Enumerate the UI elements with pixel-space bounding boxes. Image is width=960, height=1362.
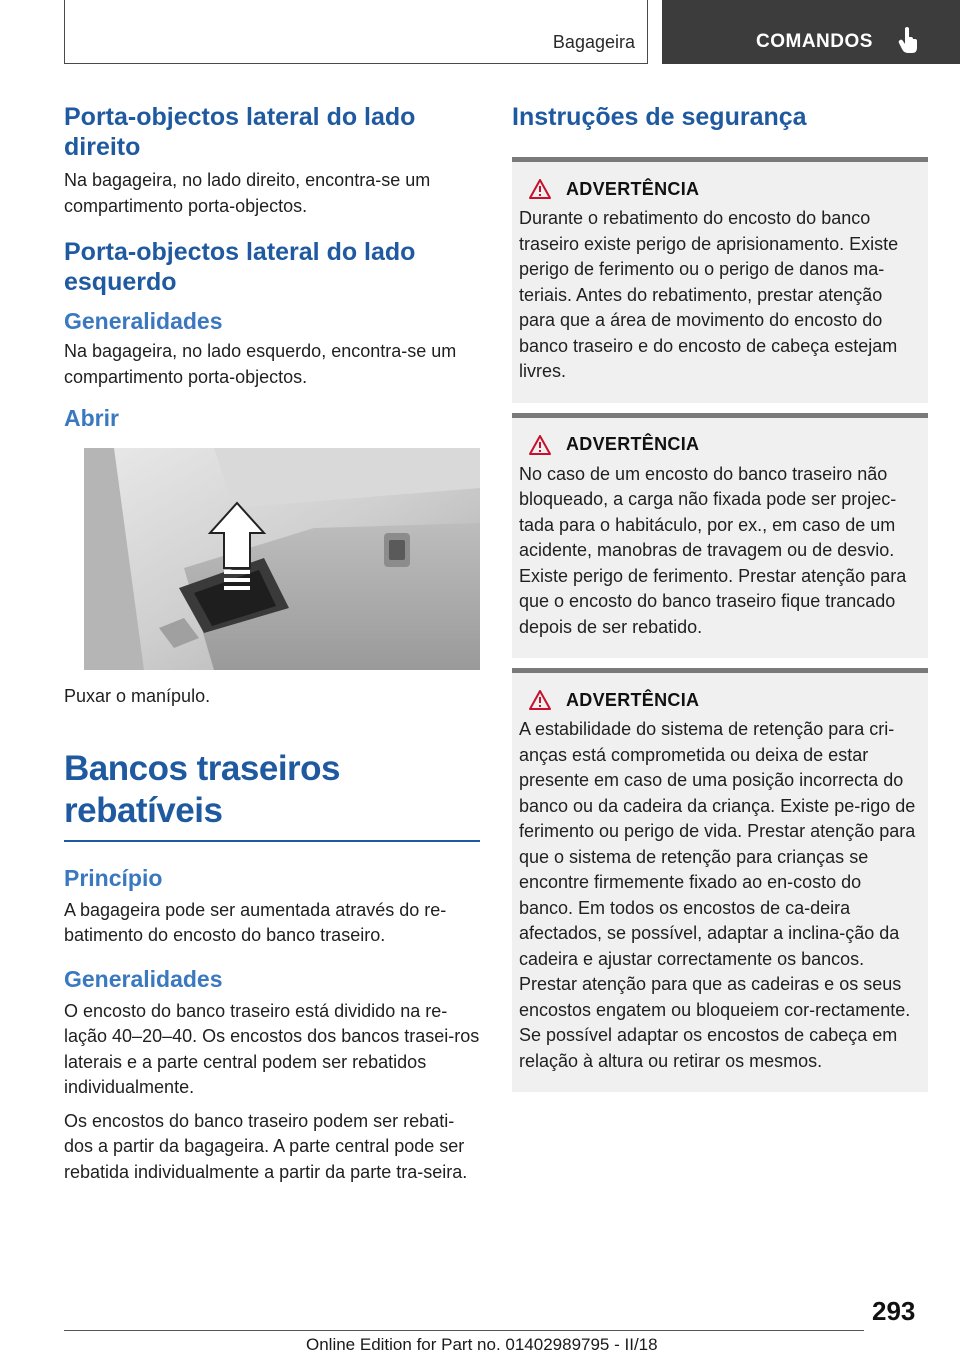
warning-triangle-icon [528,689,552,711]
warning-triangle-icon [528,434,552,456]
warning-title-row [528,434,920,456]
hand-pointer-icon [898,26,920,54]
warning-triangle-icon [528,178,552,200]
text-general-2a: O encosto do banco traseiro está dividido na re-lação 40–20–40. Os encostos dos bancos trasei-ros laterais e a parte central podem ser rebatidos individualmente. [64,1000,480,1097]
warning-text: Durante o rebatimento do encosto do banco traseiro existe perigo de aprisionamento. Existe perigo de ferimento ou o perigo de danos ma-teriais. Antes do rebatimento, prestar atenção para que a área de movimento do encosto do banco traseiro e do encosto de cabeça estejam livres. [519,208,899,381]
trunk-illustration [84,448,480,670]
trunk-storage-photo [84,448,480,670]
text-general-2b: Os encostos do banco traseiro podem ser rebati-dos a partir da bagageira. A parte central pode ser rebatida individualmente a partir da parte tra-seira. [64,1110,468,1182]
text-storage-right: Na bagageira, no lado direito, encontra-se um compartimento porta-objectos. [64,170,431,216]
heading-open: Abrir [64,405,119,431]
warning-box-2 [512,413,928,659]
warning-title: ADVERTÊNCIA [566,689,700,710]
text-principle: A bagageira pode ser aumentada através do re-batimento do encosto do banco traseiro. [64,899,447,945]
header-section-title: Bagageira [552,32,635,52]
warning-title-row [528,689,920,711]
page-number: 293 [872,1296,916,1326]
warning-title: ADVERTÊNCIA [566,178,700,199]
heading-underline [64,840,480,842]
heading-storage-right: Porta-objectos lateral do lado direito [64,103,416,161]
footer-edition: Online Edition for Part no. 01402989795 - II/18 [306,1335,658,1354]
warning-box-3 [512,668,928,1092]
footer-divider [64,1330,864,1331]
warning-box-1 [512,157,928,403]
left-column [64,102,480,1185]
heading-storage-left: Porta-objectos lateral do lado esquerdo [64,238,416,296]
header-section-box [64,0,648,64]
warning-title-row [528,178,920,200]
warning-text: A estabilidade do sistema de retenção para cri-anças está comprometida ou deixa de estar presente em caso de uma posição incorrecta do banco ou da cadeira da criança. Existe pe-rigo de ferimento ou perigo de vida. Prestar atenção para que o sistema de retenção para crianças se encontre firmemente fixado ao en-costo do banco. Em todos os encostos de ca-deira afectados, se possível, adaptar a inclina-ção da cadeira e ajustar correctamente os bancos. Prestar atenção para que as cadeiras e os seus encostos engatem ou bloqueiem cor-rectamente. Se possível adaptar os encostos de cabeça em relação à altura ou retirar os mesmos. [519,719,916,1071]
heading-principle: Princípio [64,864,163,891]
warning-title: ADVERTÊNCIA [566,434,700,454]
photo-caption: Puxar o manípulo. [64,686,211,706]
right-column [512,102,928,1092]
heading-general-2: Generalidades [64,965,223,992]
warning-text: No caso de um encosto do banco traseiro não bloqueado, a carga não fixada pode ser projec-tada para o habitáculo, por ex., em caso de um acidente, manobras de travagem ou de desvio. Existe perigo de ferimento. Prestar atenção para que o encosto do banco traseiro fique trancado depois de ser rebatido. [519,463,907,637]
text-general-1: Na bagageira, no lado esquerdo, encontra-se um compartimento porta-objectos. [64,341,457,387]
heading-safety: Instruções de segurança [512,103,807,131]
header-chapter-title: COMANDOS [756,31,873,52]
heading-main-seats: Bancos traseiros rebatíveis [64,748,341,830]
heading-general-1: Generalidades [64,308,223,334]
header-chapter-box [662,0,960,64]
